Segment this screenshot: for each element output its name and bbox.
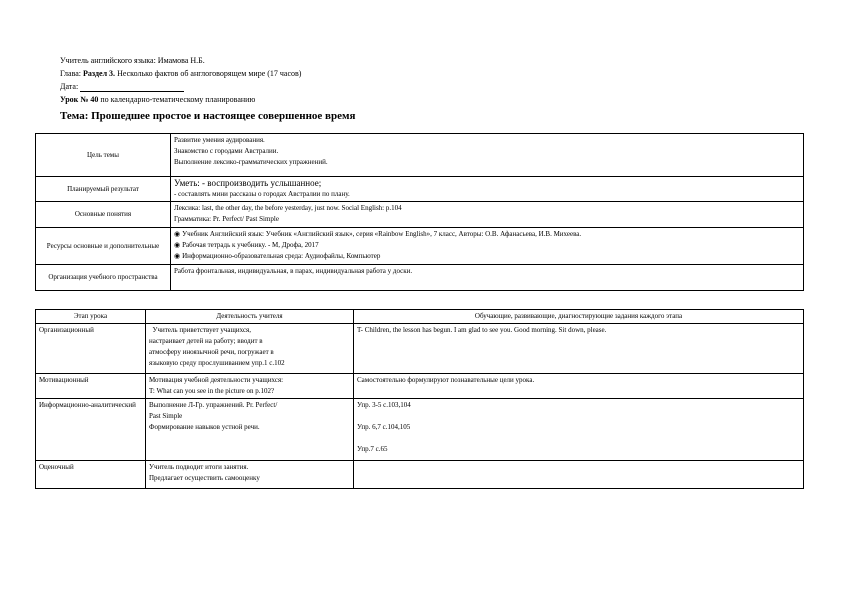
stage-name: Мотивационный bbox=[36, 374, 146, 399]
goal-line: Выполнение лексико-грамматических упражнений. bbox=[174, 158, 328, 166]
resource-item bbox=[174, 229, 800, 240]
teacher-line bbox=[60, 56, 205, 66]
table-row bbox=[36, 461, 804, 489]
chapter-rest: Несколько фактов об англоговорящем мире (17 часов) bbox=[115, 69, 302, 78]
plan-row-goal bbox=[36, 134, 804, 177]
resource-text: Рабочая тетрадь к учебнику. - М, Дрофа, 2017 bbox=[182, 241, 319, 249]
plan-value-organization: Работа фронтальная, индивидуальная, в парах, индивидуальная работа у доски. bbox=[171, 265, 804, 291]
bullet-icon: ◉ bbox=[174, 230, 181, 238]
concepts-line: Грамматика: Pr. Perfect/ Past Simple bbox=[174, 215, 279, 223]
plan-table bbox=[35, 133, 804, 291]
stage-name: Организационный bbox=[36, 324, 146, 374]
plan-row-resources bbox=[36, 228, 804, 265]
lesson-number: Урок № 40 bbox=[60, 95, 99, 104]
plan-row-result bbox=[36, 177, 804, 202]
task-spacer bbox=[357, 411, 800, 422]
plan-row-organization bbox=[36, 265, 804, 291]
bullet-icon: ◉ bbox=[174, 252, 181, 260]
date-blank bbox=[80, 83, 184, 92]
plan-label-organization: Организация учебного пространства bbox=[36, 265, 171, 291]
stage-tasks bbox=[354, 461, 804, 489]
stage-name: Информационно-аналитический bbox=[36, 399, 146, 461]
plan-label-concepts: Основные понятия bbox=[36, 202, 171, 228]
activity-line: настраивает детей на работу; вводит в bbox=[149, 337, 263, 345]
activity-line: Past Simple bbox=[149, 412, 183, 420]
task-line: Упр. 3-5 с.103,104 bbox=[357, 401, 411, 409]
resource-item bbox=[174, 251, 800, 262]
plan-row-concepts bbox=[36, 202, 804, 228]
stage-tasks: Самостоятельно формулируют познавательные цели урока. bbox=[354, 374, 804, 399]
header-stage: Этап урока bbox=[36, 310, 146, 324]
activity-line: Выполнение Л-Гр. упражнений. Pr. Perfect/ bbox=[149, 401, 278, 409]
stages-table bbox=[35, 309, 804, 489]
stage-name: Оценочный bbox=[36, 461, 146, 489]
concepts-line: Лексика: last, the other day, the before yesterday, just now. Social English: p.104 bbox=[174, 204, 402, 212]
activity-line: Учитель приветствует учащихся, bbox=[149, 326, 252, 334]
lesson-rest: по календарно-тематическому планированию bbox=[98, 95, 256, 104]
activity-line: атмосферу иноязычной речи, погружает в bbox=[149, 348, 274, 356]
task-line: Упр. 6,7 с.104,105 bbox=[357, 423, 411, 431]
teacher-text: Учитель английского языка: Имамова Н.Б. bbox=[60, 56, 205, 65]
result-line: Уметь: - воспроизводить услышанное; bbox=[174, 178, 322, 188]
resource-text: Информационно-образовательная среда: Аудиофайлы, Компьютер bbox=[182, 252, 381, 260]
lesson-line bbox=[60, 95, 255, 105]
activity-line: Мотивация учебной деятельности учащихся: bbox=[149, 376, 284, 384]
date-line bbox=[60, 82, 184, 92]
plan-label-resources: Ресурсы основные и дополнительные bbox=[36, 228, 171, 265]
resource-text: Учебник Английский язык: Учебник «Английский язык», серия «Rainbow English», 7 класс, Авторы: О.В. Афанасьева, И.В. Михеева. bbox=[182, 230, 582, 238]
table-row bbox=[36, 324, 804, 374]
chapter-line bbox=[60, 69, 301, 79]
plan-value-resources bbox=[171, 228, 804, 265]
plan-label-goal: Цель темы bbox=[36, 134, 171, 177]
goal-line: Знакомство с городами Австралии. bbox=[174, 147, 279, 155]
table-row bbox=[36, 374, 804, 399]
activity-line: Предлагает осуществить самооценку bbox=[149, 474, 260, 482]
plan-label-result: Планируемый результат bbox=[36, 177, 171, 202]
table-row bbox=[36, 399, 804, 461]
bullet-icon: ◉ bbox=[174, 241, 181, 249]
teacher-activity bbox=[146, 399, 354, 461]
plan-value-goal bbox=[171, 134, 804, 177]
result-line: - составлять мини рассказы о городах Австралии по плану. bbox=[174, 190, 350, 198]
plan-value-result bbox=[171, 177, 804, 202]
chapter-bold: Раздел 3. bbox=[83, 69, 116, 78]
teacher-activity bbox=[146, 461, 354, 489]
stages-header-row bbox=[36, 310, 804, 324]
teacher-activity bbox=[146, 324, 354, 374]
header-tasks: Обучающие, развивающие, диагностирующие задания каждого этапа bbox=[354, 310, 804, 324]
chapter-prefix: Глава: bbox=[60, 69, 84, 78]
teacher-activity bbox=[146, 374, 354, 399]
plan-value-concepts bbox=[171, 202, 804, 228]
activity-line: Учитель подводит итоги занятия. bbox=[149, 463, 249, 471]
activity-line: Формирование навыков устной речи. bbox=[149, 423, 260, 431]
goal-line: Развитие умения аудирования. bbox=[174, 136, 265, 144]
page-title: Тема: Прошедшее простое и настоящее совершенное время bbox=[60, 110, 356, 122]
stage-tasks: T- Children, the lesson has begun. I am glad to see you. Good morning. Sit down, please. bbox=[354, 324, 804, 374]
resource-item bbox=[174, 240, 800, 251]
task-spacer bbox=[357, 433, 800, 444]
date-label: Дата: bbox=[60, 82, 79, 91]
activity-line: T: What can you see in the picture on p.102? bbox=[149, 387, 275, 395]
activity-line: языковую среду прослушиванием упр.1 с.102 bbox=[149, 359, 285, 367]
header-teacher: Деятельность учителя bbox=[146, 310, 354, 324]
task-line: Упр.7 с.65 bbox=[357, 445, 388, 453]
stage-tasks bbox=[354, 399, 804, 461]
